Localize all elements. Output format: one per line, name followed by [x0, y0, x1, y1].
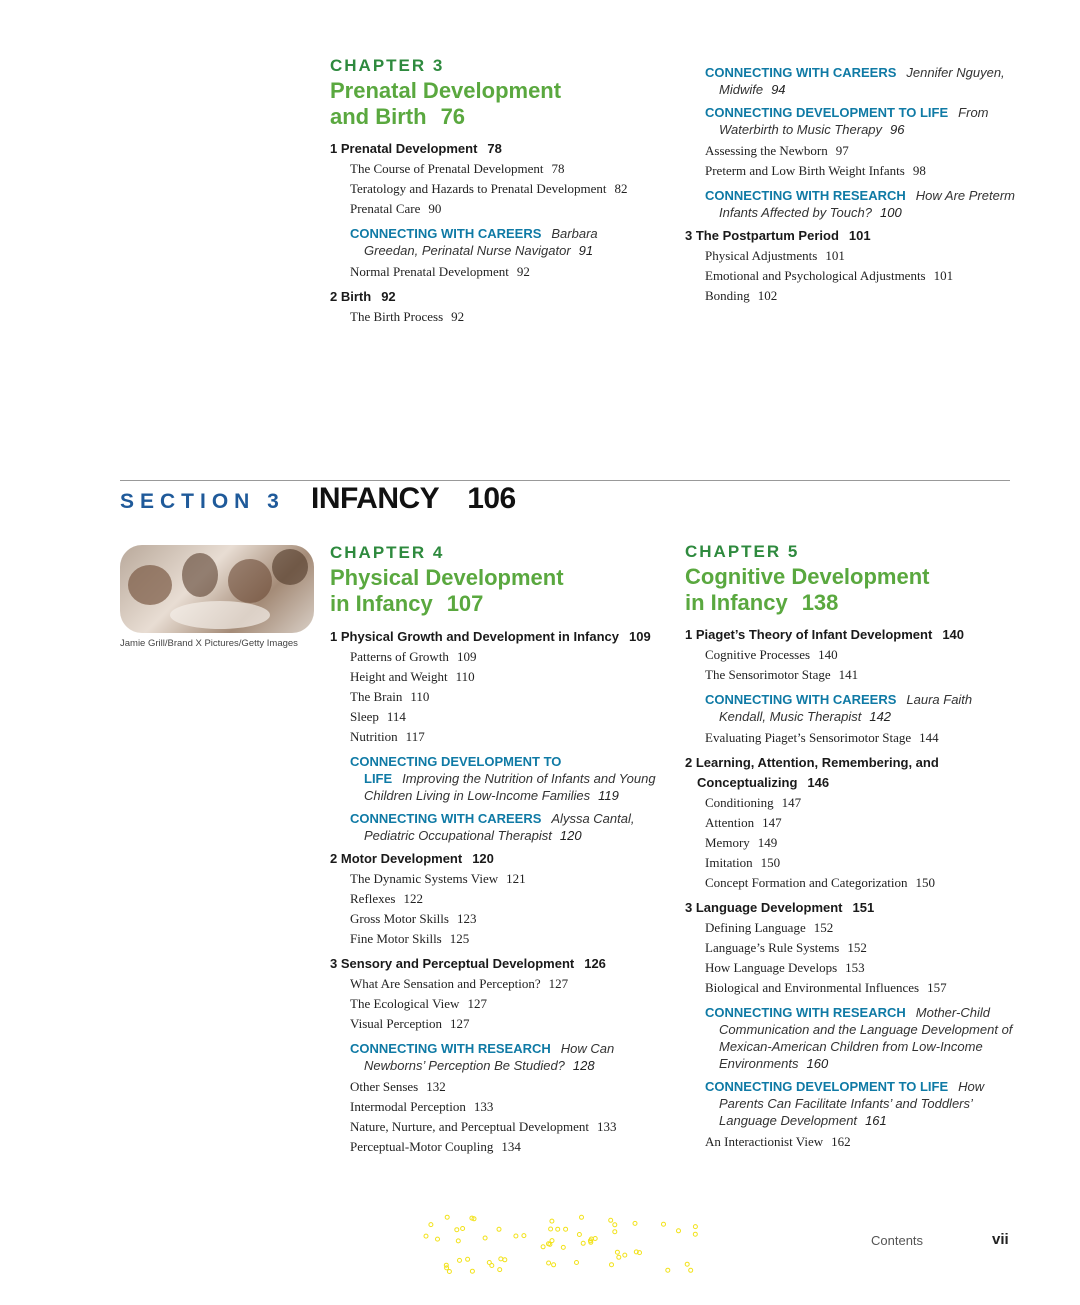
chapter-4-header	[330, 543, 670, 617]
subtopic-page: 122	[403, 891, 423, 906]
toc-subtopic	[685, 665, 1015, 685]
decorative-dot	[547, 1261, 551, 1265]
subtopic-text: Gross Motor Skills	[350, 911, 449, 926]
feature-page: 91	[578, 243, 594, 258]
subtopic-page: 109	[456, 649, 477, 664]
subtopic-page: 133	[473, 1099, 494, 1114]
subtopic-text: An Interactionist View	[705, 1134, 824, 1149]
topic-text: Physical Growth and Development in Infancy	[340, 629, 619, 644]
decorative-dot	[575, 1261, 579, 1265]
chapter-title-text: in Infancy	[330, 591, 433, 616]
toc-subtopic	[330, 667, 660, 687]
footer-page-number: vii	[992, 1231, 1009, 1248]
subtopic-text: Patterns of Growth	[350, 649, 449, 664]
decorative-dot	[561, 1245, 565, 1249]
subtopic-text: Preterm and Low Birth Weight Infants	[705, 163, 905, 178]
subtopic-text: Normal Prenatal Development	[350, 264, 509, 279]
chapter-title-line1: Prenatal Development	[330, 78, 562, 103]
subtopic-page: 152	[847, 940, 867, 955]
decorative-dot	[466, 1257, 470, 1261]
decorative-dot	[613, 1223, 617, 1227]
subtopic-text: Sleep	[350, 709, 379, 724]
toc-topic	[685, 753, 1015, 793]
toc-feature	[685, 187, 1015, 221]
decorative-dot	[666, 1268, 670, 1272]
decorative-dot	[445, 1266, 449, 1270]
chapter-3-header	[330, 56, 670, 130]
subtopic-page: 147	[762, 815, 782, 830]
feature-text: Laura Faith Kendall, Music Therapist	[719, 692, 973, 724]
toc-subtopic	[685, 813, 1015, 833]
feature-page: 142	[869, 709, 892, 724]
subtopic-page: 127	[467, 996, 487, 1011]
topic-number: 1	[330, 629, 338, 644]
decorative-dot	[461, 1227, 465, 1231]
chapter-title-line2	[685, 590, 1025, 616]
feature-text: How Parents Can Facilitate Infants’ and Toddlers’ Language Development	[719, 1079, 985, 1128]
decorative-dot	[693, 1232, 697, 1236]
subtopic-page: 152	[813, 920, 834, 935]
subtopic-text: Height and Weight	[350, 669, 448, 684]
toc-topic	[330, 287, 650, 307]
topic-text: Motor Development	[340, 851, 463, 866]
decorative-dot	[550, 1219, 554, 1223]
feature-text: Barbara Greedan, Perinatal Nurse Navigator	[364, 226, 598, 258]
feature-page: 120	[559, 828, 582, 843]
subtopic-page: 144	[919, 730, 939, 745]
toc-subtopic	[330, 707, 660, 727]
toc-feature	[685, 1078, 1015, 1129]
feature-label: CONNECTING WITH CAREERS	[350, 811, 542, 826]
feature-label: CONNECTING WITH CAREERS	[705, 692, 897, 707]
toc-subtopic	[330, 1137, 660, 1157]
topic-text: Sensory and Perceptual Development	[340, 956, 575, 971]
subtopic-page: 140	[818, 647, 838, 662]
subtopic-page: 149	[757, 835, 778, 850]
topic-text: Learning, Attention, Remembering, and Conceptualizing	[695, 755, 939, 790]
topic-page: 101	[848, 228, 871, 243]
feature-page: 128	[572, 1058, 595, 1073]
chapter-title-line1: Cognitive Development	[685, 564, 930, 589]
toc-subtopic	[330, 199, 650, 219]
decorative-dot	[577, 1233, 581, 1237]
decorative-dot	[541, 1245, 545, 1249]
toc-subtopic	[685, 978, 1015, 998]
toc-topic	[330, 849, 660, 869]
decorative-dot	[436, 1237, 440, 1241]
decorative-dot	[487, 1261, 491, 1265]
subtopic-text: The Ecological View	[350, 996, 460, 1011]
toc-feature	[685, 104, 1015, 138]
feature-page: 119	[598, 788, 619, 803]
chapter-page: 76	[440, 104, 466, 129]
feature-text: How Are Preterm Infants Affected by Touch?	[719, 188, 1015, 220]
toc-subtopic	[685, 833, 1015, 853]
subtopic-text: Nature, Nurture, and Perceptual Development	[350, 1119, 589, 1134]
subtopic-page: 78	[551, 161, 565, 176]
decorative-dots	[420, 1212, 712, 1276]
subtopic-page: 133	[596, 1119, 617, 1134]
subtopic-text: Perceptual-Motor Coupling	[350, 1139, 494, 1154]
toc-subtopic	[685, 1132, 1015, 1152]
topic-number: 1	[330, 141, 338, 156]
decorative-dot	[497, 1227, 501, 1231]
decorative-dot	[623, 1253, 627, 1257]
toc-subtopic	[330, 909, 660, 929]
feature-text: From Waterbirth to Music Therapy	[719, 105, 989, 137]
chapter-title-line2	[330, 104, 670, 130]
subtopic-text: The Sensorimotor Stage	[705, 667, 831, 682]
decorative-dot	[522, 1234, 526, 1238]
toc-subtopic	[330, 1077, 660, 1097]
chapter-title	[330, 565, 670, 617]
subtopic-page: 134	[501, 1139, 521, 1154]
feature-label: CONNECTING WITH RESEARCH	[350, 1041, 551, 1056]
decorative-dot	[556, 1227, 560, 1231]
chapter-page: 138	[801, 590, 839, 615]
subtopic-page: 101	[933, 268, 954, 283]
subtopic-page: 82	[614, 181, 628, 196]
decorative-dot	[564, 1227, 568, 1231]
toc-topic	[330, 139, 650, 159]
toc-feature	[685, 1004, 1015, 1072]
subtopic-text: Assessing the Newborn	[705, 143, 828, 158]
toc-subtopic	[685, 141, 1015, 161]
subtopic-text: Attention	[705, 815, 755, 830]
toc-subtopic	[330, 179, 650, 199]
decorative-dot	[470, 1269, 474, 1273]
topic-number: 2	[330, 289, 338, 304]
topic-text: The Postpartum Period	[695, 228, 839, 243]
decorative-dot	[613, 1230, 617, 1234]
decorative-dot	[552, 1263, 556, 1267]
chapter-3-list-right	[685, 58, 1015, 306]
chapter-title	[685, 564, 1025, 616]
decorative-dot	[617, 1255, 621, 1259]
subtopic-text: Intermodal Perception	[350, 1099, 466, 1114]
decorative-dot	[609, 1218, 613, 1222]
subtopic-text: Language’s Rule Systems	[705, 940, 840, 955]
infancy-photo	[120, 545, 314, 633]
footer-label: Contents	[871, 1233, 924, 1248]
decorative-dot	[549, 1227, 553, 1231]
subtopic-text: How Language Develops	[705, 960, 838, 975]
topic-text: Language Development	[695, 900, 843, 915]
subtopic-page: 127	[450, 1016, 470, 1031]
topic-page: 120	[472, 851, 494, 866]
toc-subtopic	[330, 307, 650, 327]
chapter-title-line2	[330, 591, 670, 617]
toc-feature	[685, 64, 1015, 98]
toc-subtopic	[330, 647, 660, 667]
toc-topic	[330, 954, 660, 974]
subtopic-page: 97	[835, 143, 849, 158]
section-title	[311, 482, 516, 516]
decorative-dot	[662, 1222, 666, 1226]
toc-subtopic	[685, 246, 1015, 266]
subtopic-text: Teratology and Hazards to Prenatal Development	[350, 181, 607, 196]
feature-label: CONNECTING DEVELOPMENT TO LIFE	[705, 105, 949, 120]
toc-subtopic	[685, 645, 1015, 665]
subtopic-text: Concept Formation and Categorization	[705, 875, 908, 890]
toc-subtopic	[685, 728, 1015, 748]
chapter-label: CHAPTER 5	[685, 542, 800, 561]
toc-subtopic	[330, 889, 660, 909]
subtopic-page: 101	[825, 248, 845, 263]
topic-text: Birth	[340, 289, 372, 304]
feature-label: CONNECTING DEVELOPMENT TO LIFE	[350, 754, 562, 786]
toc-subtopic	[330, 1097, 660, 1117]
chapter-page: 107	[446, 591, 484, 616]
subtopic-page: 141	[838, 667, 859, 682]
topic-number: 3	[685, 228, 693, 243]
toc-subtopic	[330, 159, 650, 179]
toc-subtopic	[330, 727, 660, 747]
decorative-dot	[498, 1268, 502, 1272]
subtopic-text: Other Senses	[350, 1079, 419, 1094]
toc-subtopic	[685, 873, 1015, 893]
chapter-5-header	[685, 542, 1025, 616]
decorative-dot	[580, 1215, 584, 1219]
topic-text: Prenatal Development	[340, 141, 478, 156]
toc-subtopic	[330, 929, 660, 949]
decorative-dot	[615, 1250, 619, 1254]
toc-subtopic	[685, 958, 1015, 978]
subtopic-text: The Birth Process	[350, 309, 444, 324]
decorative-dot	[456, 1239, 460, 1243]
feature-text: Mother-Child Communication and the Language Development of Mexican-American Children from Low-Income Environments	[719, 1005, 1013, 1071]
subtopic-page: 114	[386, 709, 406, 724]
subtopic-text: Memory	[705, 835, 750, 850]
subtopic-page: 110	[410, 689, 430, 704]
photo-credit: Jamie Grill/Brand X Pictures/Getty Images	[120, 638, 298, 649]
topic-number: 3	[330, 956, 338, 971]
topic-number: 1	[685, 627, 693, 642]
subtopic-text: Evaluating Piaget’s Sensorimotor Stage	[705, 730, 912, 745]
subtopic-text: The Course of Prenatal Development	[350, 161, 544, 176]
toc-subtopic	[330, 262, 650, 282]
photo-illustration	[120, 545, 314, 633]
feature-label: CONNECTING WITH RESEARCH	[705, 188, 906, 203]
feature-label: CONNECTING WITH CAREERS	[350, 226, 542, 241]
subtopic-text: Conditioning	[705, 795, 774, 810]
chapter-title-text: in Infancy	[685, 590, 788, 615]
subtopic-text: Bonding	[705, 288, 750, 303]
subtopic-text: What Are Sensation and Perception?	[350, 976, 541, 991]
chapter-title-line1: Physical Development	[330, 565, 564, 590]
feature-label: CONNECTING WITH CAREERS	[705, 65, 897, 80]
subtopic-text: The Dynamic Systems View	[350, 871, 499, 886]
toc-subtopic	[685, 161, 1015, 181]
topic-page: 151	[852, 900, 875, 915]
toc-subtopic	[685, 793, 1015, 813]
toc-subtopic	[685, 286, 1015, 306]
decorative-dot	[424, 1234, 428, 1238]
subtopic-text: Cognitive Processes	[705, 647, 811, 662]
decorative-dot	[693, 1225, 697, 1229]
toc-feature	[330, 810, 660, 844]
topic-page: 92	[381, 289, 396, 304]
subtopic-page: 92	[451, 309, 465, 324]
subtopic-page: 90	[428, 201, 442, 216]
decorative-dot	[447, 1270, 451, 1274]
subtopic-page: 150	[915, 875, 936, 890]
subtopic-text: Defining Language	[705, 920, 806, 935]
decorative-dot	[503, 1258, 507, 1262]
subtopic-text: Biological and Environmental Influences	[705, 980, 920, 995]
decorative-dot	[633, 1221, 637, 1225]
feature-page: 94	[771, 82, 786, 97]
topic-page: 146	[807, 775, 830, 790]
feature-text: Improving the Nutrition of Infants and Young Children Living in Low-Income Families	[364, 771, 656, 803]
toc-feature	[330, 1040, 660, 1074]
subtopic-page: 121	[506, 871, 526, 886]
feature-text: How Can Newborns’ Perception Be Studied?	[364, 1041, 615, 1073]
subtopic-page: 127	[548, 976, 569, 991]
subtopic-text: Reflexes	[350, 891, 396, 906]
decorative-dot	[514, 1234, 518, 1238]
section-label: SECTION 3	[120, 490, 285, 513]
decorative-dot	[458, 1258, 462, 1262]
toc-topic	[685, 226, 1015, 246]
toc-subtopic	[330, 1117, 660, 1137]
feature-page: 161	[865, 1113, 887, 1128]
toc-subtopic	[685, 918, 1015, 938]
topic-page: 109	[628, 629, 651, 644]
decorative-dot	[445, 1215, 449, 1219]
decorative-dot	[455, 1228, 459, 1232]
subtopic-page: 98	[912, 163, 926, 178]
subtopic-page: 132	[426, 1079, 446, 1094]
decorative-dot	[685, 1262, 689, 1266]
subtopic-text: Nutrition	[350, 729, 398, 744]
chapter-label: CHAPTER 4	[330, 543, 445, 562]
feature-text: Alyssa Cantal, Pediatric Occupational Therapist	[364, 811, 635, 843]
decorative-dot	[429, 1223, 433, 1227]
toc-subtopic	[685, 853, 1015, 873]
toc-topic	[330, 627, 660, 647]
toc-feature	[330, 225, 650, 259]
feature-label: CONNECTING WITH RESEARCH	[705, 1005, 906, 1020]
subtopic-text: Prenatal Care	[350, 201, 421, 216]
decorative-dot	[677, 1229, 681, 1233]
topic-page: 126	[584, 956, 606, 971]
chapter-5-list	[685, 620, 1015, 1152]
chapter-3-list-left	[330, 134, 650, 327]
toc-subtopic	[685, 938, 1015, 958]
chapter-title	[330, 78, 670, 130]
subtopic-text: Fine Motor Skills	[350, 931, 442, 946]
decorative-dot	[499, 1257, 503, 1261]
subtopic-page: 117	[405, 729, 425, 744]
toc-topic	[685, 625, 1015, 645]
subtopic-text: Physical Adjustments	[705, 248, 818, 263]
topic-number: 3	[685, 900, 693, 915]
chapter-label: CHAPTER 3	[330, 56, 445, 75]
toc-subtopic	[330, 687, 660, 707]
feature-label: CONNECTING DEVELOPMENT TO LIFE	[705, 1079, 949, 1094]
toc-subtopic	[330, 974, 660, 994]
decorative-dot	[483, 1236, 487, 1240]
subtopic-text: Imitation	[705, 855, 753, 870]
toc-subtopic	[685, 266, 1015, 286]
feature-page: 96	[890, 122, 905, 137]
toc-subtopic	[330, 869, 660, 889]
decorative-dot	[581, 1241, 585, 1245]
subtopic-page: 125	[449, 931, 470, 946]
toc-subtopic	[330, 994, 660, 1014]
subtopic-text: The Brain	[350, 689, 403, 704]
chapter-4-list	[330, 622, 660, 1157]
decorative-dot	[610, 1263, 614, 1267]
topic-page: 78	[487, 141, 502, 156]
subtopic-page: 147	[781, 795, 802, 810]
subtopic-page: 162	[831, 1134, 851, 1149]
topic-text: Piaget’s Theory of Infant Development	[695, 627, 933, 642]
feature-page: 100	[879, 205, 902, 220]
toc-topic	[685, 898, 1015, 918]
section-title-text: INFANCY	[311, 482, 440, 515]
subtopic-page: 150	[760, 855, 781, 870]
feature-text: Jennifer Nguyen, Midwife	[719, 65, 1005, 97]
subtopic-page: 157	[927, 980, 947, 995]
subtopic-page: 123	[456, 911, 477, 926]
subtopic-text: Visual Perception	[350, 1016, 443, 1031]
subtopic-page: 102	[757, 288, 778, 303]
section-page: 106	[467, 482, 516, 515]
subtopic-page: 92	[516, 264, 530, 279]
decorative-dot	[689, 1268, 693, 1272]
topic-number: 2	[685, 755, 693, 770]
chapter-title-text: and Birth	[330, 104, 427, 129]
feature-page: 160	[806, 1056, 829, 1071]
subtopic-page: 153	[845, 960, 865, 975]
topic-number: 2	[330, 851, 338, 866]
section-divider	[120, 480, 1010, 481]
subtopic-page: 110	[455, 669, 475, 684]
topic-page: 140	[942, 627, 965, 642]
subtopic-text: Emotional and Psychological Adjustments	[705, 268, 926, 283]
decorative-dot	[550, 1239, 554, 1243]
toc-feature	[330, 753, 660, 804]
toc-feature	[685, 691, 1015, 725]
toc-subtopic	[330, 1014, 660, 1034]
